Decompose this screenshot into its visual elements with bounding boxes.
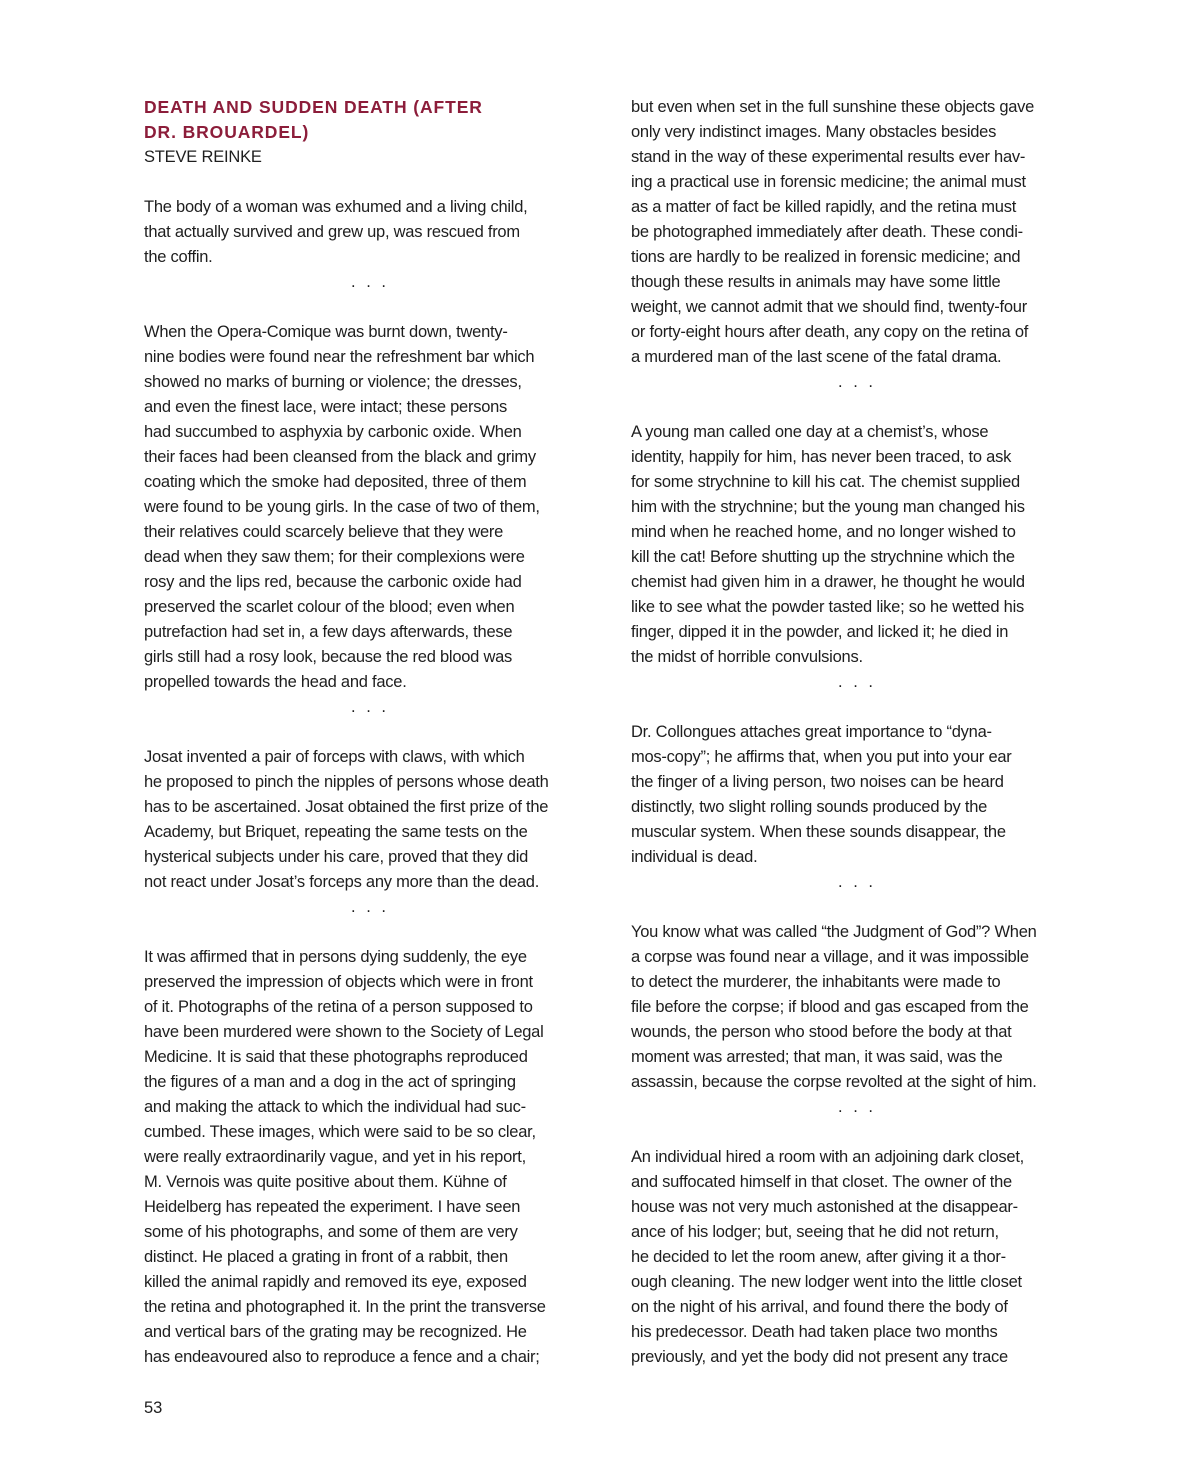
section-separator: . . . xyxy=(351,698,389,716)
right-column xyxy=(631,95,1083,1370)
paragraph-retina-photographs: It was affirmed that in persons dying suddenly, the eye preserved the impression of objects which were in front of it. Photographs of the retina of a person supposed to have been murdered were shown to the Society of Legal Medicine. It is said that these photographs reproduced the figures of a man and a dog in the act of springing and making the attack to which the individual had suc- cumbed. These images, which were said to be so clear, were really extraordinarily vague, and yet in his report, M. Vernois was quite positive about them. Kühne of Heidelberg has repeated the experiment. I have seen some of his photographs, and some of them are very distinct. He placed a grating in front of a rabbit, then killed the animal rapidly and removed its eye, exposed the retina and photographed it. In the print the transverse and vertical bars of the grating may be recognized. He has endeavoured also to reproduce a fence and a chair; xyxy=(144,948,546,1366)
paragraph-exhumed-child: The body of a woman was exhumed and a living child, that actually survived and grew up, was rescued from the coffin. xyxy=(144,198,528,266)
section-separator: . . . xyxy=(838,873,876,891)
section-separator: . . . xyxy=(838,673,876,691)
paragraph-retina-continued: but even when set in the full sunshine these objects gave only very indistinct images. Many obstacles besides stand in the way of these experimental results ever hav- ing a practical use in forensic medicine; the animal must as a matter of fact be killed rapidly, and the retina must be photographed immediately after death. These condi- tions are hardly to be realized in forensic medicine; and though these results in animals may have some little weight, we cannot admit that we should find, twenty-four or forty-eight hours after death, any copy on the retina of a murdered man of the last scene of the fatal drama. xyxy=(631,98,1035,366)
paragraph-opera-comique: When the Opera-Comique was burnt down, twenty- nine bodies were found near the refreshment bar which showed no marks of burning or violence; the dresses, and even the finest lace, were intact; these persons had succumbed to asphyxia by carbonic oxide. When their faces had been cleansed from the black and grimy coating which the smoke had deposited, three of them were found to be young girls. In the case of two of them, their relatives could scarcely believe that they were dead when they saw them; for their complexions were rosy and the lips red, because the carbonic oxide had preserved the scarlet colour of the blood; even when putrefaction had set in, a few days afterwards, these girls still had a rosy look, because the red blood was propelled towards the head and face. xyxy=(144,323,540,691)
article-author: STEVE REINKE xyxy=(144,148,262,166)
article-title: DEATH AND SUDDEN DEATH (AFTER DR. BROUARDEL) xyxy=(144,97,483,142)
section-separator: . . . xyxy=(351,273,389,291)
section-separator: . . . xyxy=(838,373,876,391)
section-separator: . . . xyxy=(838,1098,876,1116)
left-column xyxy=(144,95,596,1370)
page-number: 53 xyxy=(144,1399,163,1417)
paragraph-josat-forceps: Josat invented a pair of forceps with claws, with which he proposed to pinch the nipples of persons whose death has to be ascertained. Josat obtained the first prize of the Academy, but Briquet, repeating the same tests on the hysterical subjects under his care, proved that they did not react under Josat’s forceps any more than the dead. xyxy=(144,748,549,891)
section-separator: . . . xyxy=(351,898,389,916)
paragraph-strychnine: A young man called one day at a chemist’s, whose identity, happily for him, has never been traced, to ask for some strychnine to kill his cat. The chemist supplied him with the strychnine; but the young man changed his mind when he reached home, and no longer wished to kill the cat! Before shutting up the strychnine which the chemist had given him in a drawer, he thought he would like to see what the powder tasted like; so he wetted his finger, dipped it in the powder, and licked it; he died in the midst of horrible convulsions. xyxy=(631,423,1025,666)
paragraph-dynamoscopy: Dr. Collongues attaches great importance to “dyna- mos-copy”; he affirms that, when you put into your ear the finger of a living person, two noises can be heard distinctly, two slight rolling sounds produced by the muscular system. When these sounds disappear, the individual is dead. xyxy=(631,723,1012,866)
paragraph-judgment-of-god: You know what was called “the Judgment of God”? When a corpse was found near a village, and it was impossible to detect the murderer, the inhabitants were made to file before the corpse; if blood and gas escaped from the wounds, the person who stood before the body at that moment was arrested; that man, it was said, was the assassin, because the corpse revolted at the sight of him. xyxy=(631,923,1037,1091)
paragraph-dark-closet: An individual hired a room with an adjoining dark closet, and suffocated himself in that closet. The owner of the house was not very much astonished at the disappear- ance of his lodger; but, seeing that he did not return, he decided to let the room anew, after giving it a thor- ough cleaning. The new lodger went into the little closet on the night of his arrival, and found there the body of his predecessor. Death had taken place two months previously, and yet the body did not present any trace xyxy=(631,1148,1024,1366)
